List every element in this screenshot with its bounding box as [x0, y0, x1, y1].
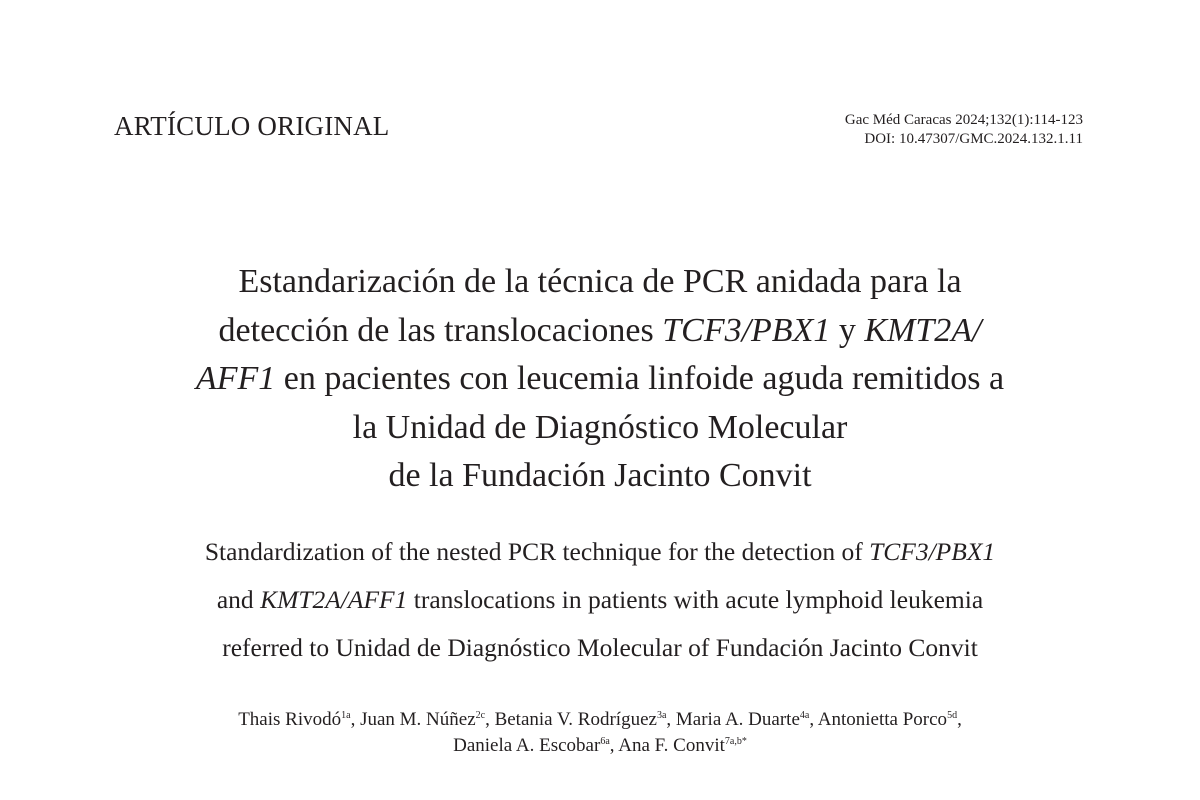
title-es-line: Estandarización de la técnica de PCR anidada para la — [238, 263, 962, 300]
title-es-text: y — [830, 311, 865, 349]
title-es-line: de la Fundación Jacinto Convit — [388, 457, 812, 494]
author-separator: , — [485, 709, 495, 730]
gene-name: TCF3/PBX1 — [662, 311, 831, 349]
author-separator: , — [957, 709, 962, 730]
author-separator: , — [809, 709, 818, 730]
doi: DOI: 10.47307/GMC.2024.132.1.11 — [864, 131, 1083, 147]
author-separator: , — [666, 709, 676, 730]
title-en-text: Standardization of the nested PCR technique for the detection of — [204, 537, 870, 566]
author-separator: , — [350, 709, 361, 730]
author-separator: , — [609, 735, 619, 756]
author-name: Maria A. Duarte — [675, 709, 800, 730]
author-line — [60, 733, 1140, 759]
author-affiliation: 3a — [656, 710, 667, 721]
title-es-text: en pacientes con leucemia linfoide aguda remitidos a — [275, 360, 1005, 397]
title-en-line: referred to Unidad de Diagnóstico Molecular of Fundación Jacinto Convit — [222, 633, 978, 662]
title-en-line — [80, 576, 1120, 624]
gene-name: AFF1 — [195, 360, 276, 397]
title-es-line — [100, 355, 1100, 404]
title-es-line: la Unidad de Diagnóstico Molecular — [352, 408, 848, 446]
citation-block — [683, 111, 1083, 149]
author-list — [60, 707, 1140, 759]
title-es-line — [100, 307, 1100, 356]
author-name: Betania V. Rodríguez — [494, 709, 657, 730]
title-es-text: detección de las translocaciones — [218, 311, 663, 349]
gene-name: KMT2A/ — [864, 311, 982, 349]
author-affiliation: 4a — [799, 710, 810, 721]
section-label: ARTÍCULO ORIGINAL — [114, 111, 390, 141]
author-name: Thais Rivodó — [238, 709, 342, 730]
author-name: Antonietta Porco — [817, 709, 948, 730]
author-line — [60, 707, 1140, 733]
author-affiliation: 6a — [600, 736, 610, 747]
author-affiliation: 2c — [475, 710, 486, 721]
article-title-spanish — [100, 258, 1100, 501]
article-title-english — [80, 528, 1120, 672]
title-en-text: translocations in patients with acute lymphoid leukemia — [407, 585, 984, 614]
gene-name: KMT2A/AFF1 — [260, 585, 408, 614]
author-name: Daniela A. Escobar — [453, 735, 601, 756]
author-affiliation: 1a — [341, 710, 351, 721]
author-affiliation: 7a,b* — [724, 736, 747, 747]
title-en-line — [80, 528, 1120, 576]
author-name: Juan M. Núñez — [360, 709, 476, 730]
title-en-text: and — [216, 585, 261, 614]
author-affiliation: 5d — [947, 710, 958, 721]
gene-name: TCF3/PBX1 — [869, 537, 996, 566]
author-name: Ana F. Convit — [618, 735, 725, 756]
journal-citation: Gac Méd Caracas 2024;132(1):114-123 — [844, 112, 1083, 128]
